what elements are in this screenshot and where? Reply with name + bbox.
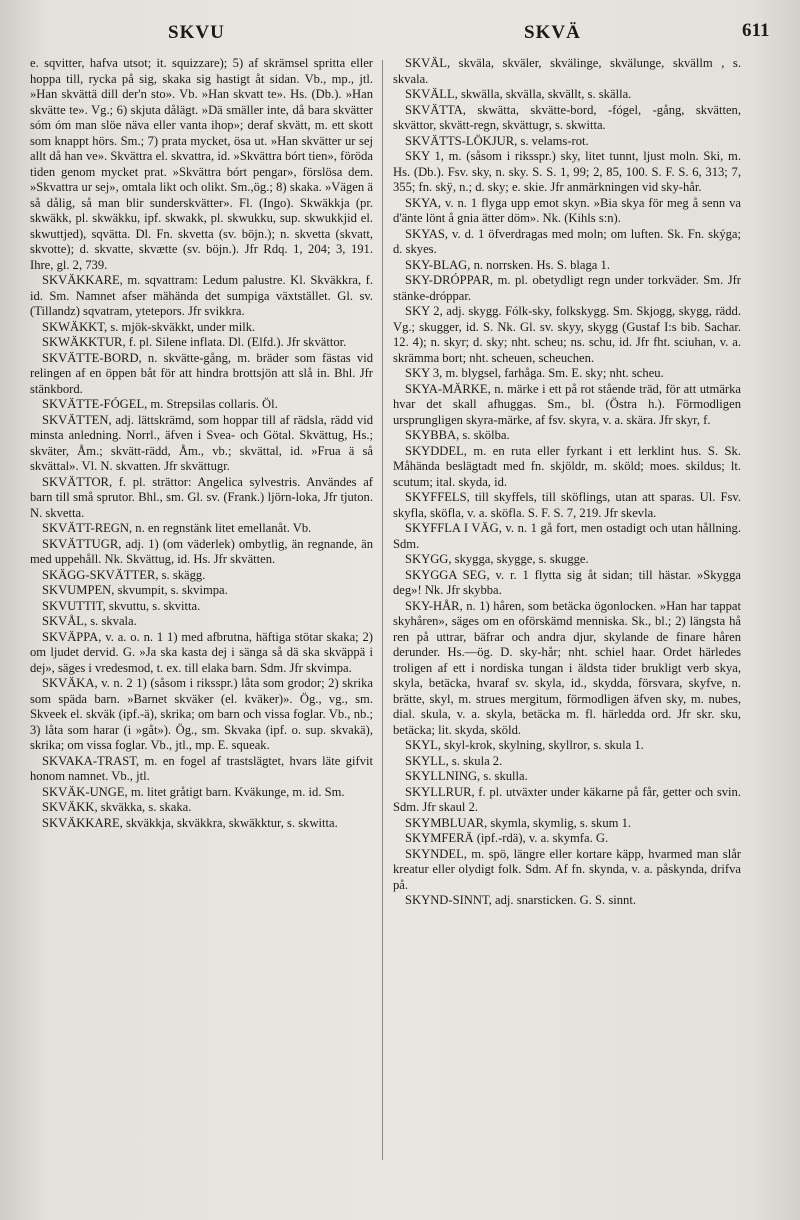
dictionary-entry: SKYLL, s. skula 2.: [405, 753, 503, 768]
dictionary-entry: SKYMFERÄ (ipf.-rdä), v. a. skymfa. G.: [405, 831, 609, 845]
dictionary-entry: SKVÄTTS-LÖKJUR, s. velams-rot.: [405, 133, 589, 148]
dictionary-entry: SKVÄTTA, skwätta, skvätte-bord, -fógel, -gång, skvätten, skvättor, skvätt-regn, skvättugr, s. skwitta.: [393, 102, 741, 132]
right-running-head: SKVÄ: [524, 22, 581, 43]
dictionary-entry: SKY 1, m. (såsom i riksspr.) sky, litet tunnt, ljust moln. Ski, m. Hs. (Db.). Fsv. sky, n. sky. S. S. 1, 99; 2, 85, 100. S. F. S. 6, 313; 7, 355; fn. skÿ, n.; d. sky; e. skie. Jfr anmärkningen vid sky-hår.: [393, 149, 741, 194]
dictionary-entry: e. sqvitter, hafva utsot; it. squizzare); 5) af skrämsel spritta eller hoppa till, rycka på sig, skaka sig hastigt åt sidan. Vb., mp., jtl. »Han skvättä dill der'n sto». Vb. »Han skvatt te». Hs. (Db.). »Han skvätte te». Vg.; 6) skjuta dålägt. »Dä smäller inte, då bara skvätter sóm óm man slöe näva eller vanta ihop»; deraf skvätt, m. ett skott som knappt hörs. Sm.; 7) prata mycket, ösa ut. »Han skvätter ur sej allt då han ve». Skvättra el. skvattra, id. »Skvättra bórt tien», föröda tiden genom mycket prat. »Skvättra bórt pengar», förslösa dem. »Skvattra ur sej», omtala likt och olikt. Sm.,ög.; 8) skaka. »Vägen ä så dålig, så man blir sunderskvätter». Fl. (Ingo). Skwäkkja (pr. skwäkk, pl. skwäkku, ipf. skwakk, pl. skwukku, sup. skwukkjid el. skwuttjed), sqvätta. Dl. Fn. skvetta (sv. böjn.); n. skvetta (skvatt, skvotte); d. skvatte, skvætte (sv. böjn.). Jfr Rdq. 1, 204; 3, 191. Ihre, gl. 2, 739.: [30, 56, 373, 272]
dictionary-entry: SKY 2, adj. skygg. Fólk-sky, folkskygg. Sm. Skjogg, skygg, rädd. Vg.; skugger, id. S. Nk. Gl. sv. skyy, skygg (Gustaf I:s bib. Sachar. 12. 4); n. skyr; d. sky; nht. scheu; ns. schu, id. Jfr fht. sciuhan, v. a. skrämma bort; nht. scheuen, scheuchen.: [393, 304, 741, 365]
dictionary-entry: SKWÄKKT, s. mjök-skväkkt, under milk.: [42, 319, 256, 334]
dictionary-entry: SKYLLNING, s. skulla.: [405, 769, 528, 783]
dictionary-entry: SKVÄTTE-BORD, n. skvätte-gång, m. bräder som fästas vid relingen af en öppen båt för att hindra brottsjön att slå in. Bhl. Jfr stänkbord.: [30, 350, 373, 396]
dictionary-entry: SKVÄTTE-FÓGEL, m. Strepsilas collaris. Öl.: [42, 397, 278, 411]
dictionary-entry: SKY-HÅR, n. 1) håren, som betäcka ögonlocken. »Han har tappat skyhåren», säges om en oförskämd menniska. Sk., bl.; 2) längsta hå ren på uttrar, bäfrar och andra djur, skylande de finare håren derunder. Hs.—ög. D. sky-hår; nht. schiel haar. Ordet härledes troligen af ett i nordiska tungan i äldsta tider brukligt verb skya, skyla, betäcka, hvaraf sv. skyla, id., skydda, försvara, skyfve, n. brätte, skyl, m. strues mergitum, förmodligen äfven sky, m. nubes, dial. skula, v. a. skyla, betäcka m. fl. härledda ord. Jfr skr. sku, betäcka; lit. skyda, sköld.: [393, 598, 741, 737]
dictionary-entry: SKYLLRUR, f. pl. utväxter under käkarne på får, getter och svin. Sdm. Jfr skaul 2.: [393, 784, 741, 814]
column-divider: [382, 60, 383, 1160]
dictionary-entry: SKVÄPPA, v. a. o. n. 1 1) med afbrutna, häftiga stötar skaka; 2) om ljudet dervid. G. »Ja ska kasta dej i sänga så dä ska skväppä i dej», säges i vredesmod, t. ex. till elaka barn. Sdm. Jfr skvimpa.: [30, 629, 373, 675]
dictionary-entry: SKYAS, v. d. 1 öfverdragas med moln; om luften. Sk. Fn. skýga; d. skyes.: [393, 226, 741, 256]
dictionary-entry: SKVÄKA, v. n. 2 1) (såsom i riksspr.) låta som grodor; 2) skrika som späda barn. »Barnet skväker (el. kväker)». Ög., vg., sm. Skveek el. skväk (ipf.-ä), skrika; om barn och vissa foglar. Vb., nb.; 3) låta som harar (i »gåt»). Ög., sm. Skvaka (ipf. o. sup. skvakä), skrika; om vissa foglar. Vb., jtl., mp. E. squeak.: [30, 676, 373, 752]
right-column: [393, 56, 741, 1136]
dictionary-entry: SKVÅL, s. skvala.: [42, 614, 137, 628]
dictionary-entry: SKVÄTT-REGN, n. en regnstänk litet emellanåt. Vb.: [42, 521, 312, 535]
dictionary-entry: SKVÄKK, skväkka, s. skaka.: [42, 800, 192, 814]
dictionary-entry: SKVÄTTEN, adj. lättskrämd, som hoppar till af rädsla, rädd vid minsta anledning. Norrl., äfven i Svea- och Götal. Skvättug, Hs.; skväter, Åm.; skvätt-rädd, Åm., vb.; skvättal, id. »Frua ä så skvättal». Vl. N. skvatten. Jfr skvättugr.: [30, 412, 373, 473]
dictionary-entry: SKYFFELS, till skyffels, till sköflings, utan att sparas. Ul. Fsv. skyfla, sköfla, v. a. sköfla. S. F. S. 7, 219. Jfr skevla.: [393, 490, 741, 520]
dictionary-entry: SKYFFLA I VÄG, v. n. 1 gå fort, men ostadigt och utan hållning. Sdm.: [393, 521, 741, 551]
dictionary-entry: SKY-DRÓPPAR, m. pl. obetydligt regn under torkväder. Sm. Jfr stänke-dróppar.: [393, 273, 741, 303]
dictionary-entry: SKVÄL, skväla, skväler, skvälinge, skvälunge, skvällm , s. skvala.: [393, 56, 741, 86]
dictionary-entry: SKYBBA, s. skölba.: [405, 428, 510, 442]
dictionary-entry: SKVUTTIT, skvuttu, s. skvitta.: [42, 598, 201, 613]
left-running-head: SKVU: [168, 22, 225, 43]
left-column: [30, 56, 373, 1166]
dictionary-entry: SKVÄK-UNGE, m. litet gråtigt barn. Kväkunge, m. id. Sm.: [42, 784, 345, 799]
dictionary-entry: SKYGG, skygga, skygge, s. skugge.: [405, 552, 589, 566]
dictionary-entry: SKYMBLUAR, skymla, skymlig, s. skum 1.: [405, 815, 632, 830]
page-number: 611: [742, 20, 770, 41]
dictionary-entry: SKÄGG-SKVÄTTER, s. skägg.: [42, 567, 206, 582]
dictionary-entry: SKVÄTTOR, f. pl. strättor: Angelica sylvestris. Användes af barn till små sprutor. Bhl., sm. Gl. sv. (Frank.) ljörn-loka, Jfr tjuton. N. skvetta.: [30, 474, 373, 520]
dictionary-entry: SKVÄLL, skwälla, skvälla, skvällt, s. skälla.: [405, 87, 632, 101]
dictionary-entry: SKYNDEL, m. spö, längre eller kortare käpp, hvarmed man slår kreatur eller olydigt folk. Sdm. Af fn. skynda, v. a. påskynda, drifva på.: [393, 846, 741, 892]
dictionary-entry: SKY-BLAG, n. norrsken. Hs. S. blaga 1.: [405, 257, 610, 272]
dictionary-entry: SKVAKA-TRAST, m. en fogel af trastslägtet, hvars läte gifvit honom namnet. Vb., jtl.: [30, 753, 373, 783]
dictionary-entry: SKYA-MÄRKE, n. märke i ett på rot stående träd, för att utmärka hvar det skall afhuggas. Sm., bl. (Östra h.). Förmodligen ursprungligen skyra-märke, af fsv. skyra, v. a. skära. Jfr skyr, f.: [393, 381, 741, 427]
dictionary-entry: SKYA, v. n. 1 flyga upp emot skyn. »Bia skya för meg å senn va d'änte lönt å gnia ätter döm». Nk. (Kihls s:n).: [393, 195, 741, 225]
dictionary-entry: SKYDDEL, m. en ruta eller fyrkant i ett lerklint hus. S. Sk. Måhända beslägtadt med fn. skjöldr, m. sköld; moes. skildus; lt. scutum; ital. skyda, id.: [393, 443, 741, 489]
page-header: [0, 18, 800, 48]
dictionary-entry: SKYND-SINNT, adj. snarsticken. G. S. sinnt.: [405, 893, 636, 907]
dictionary-entry: SKVÄTTUGR, adj. 1) (om väderlek) ombytlig, än regnande, än med uppehåll. Nk. Skvättug, id. Hs. Jfr skvätten.: [30, 536, 373, 566]
dictionary-entry: SKVÄKKARE, m. sqvattram: Ledum palustre. Kl. Skväkkra, f. id. Sm. Namnet afser mähända det sumpiga växtstället. Gl. sv. (Tillandz) sqvatram, ytetepors. Jfr svikkra.: [30, 273, 373, 318]
dictionary-entry: SKYGGA SEG, v. r. 1 flytta sig åt sidan; till hästar. »Skygga deg»! Nk. Jfr skybba.: [393, 567, 741, 597]
dictionary-entry: SKVUMPEN, skvumpit, s. skvimpa.: [42, 583, 228, 597]
dictionary-entry: SKWÄKKTUR, f. pl. Silene inflata. Dl. (Elfd.). Jfr skvättor.: [42, 335, 347, 349]
dictionary-entry: SKVÄKKARE, skväkkja, skväkkra, skwäkktur, s. skwitta.: [42, 815, 338, 830]
dictionary-entry: SKYL, skyl-krok, skylning, skyllror, s. skula 1.: [405, 738, 644, 752]
dictionary-entry: SKY 3, m. blygsel, farhåga. Sm. E. sky; nht. scheu.: [405, 366, 664, 380]
